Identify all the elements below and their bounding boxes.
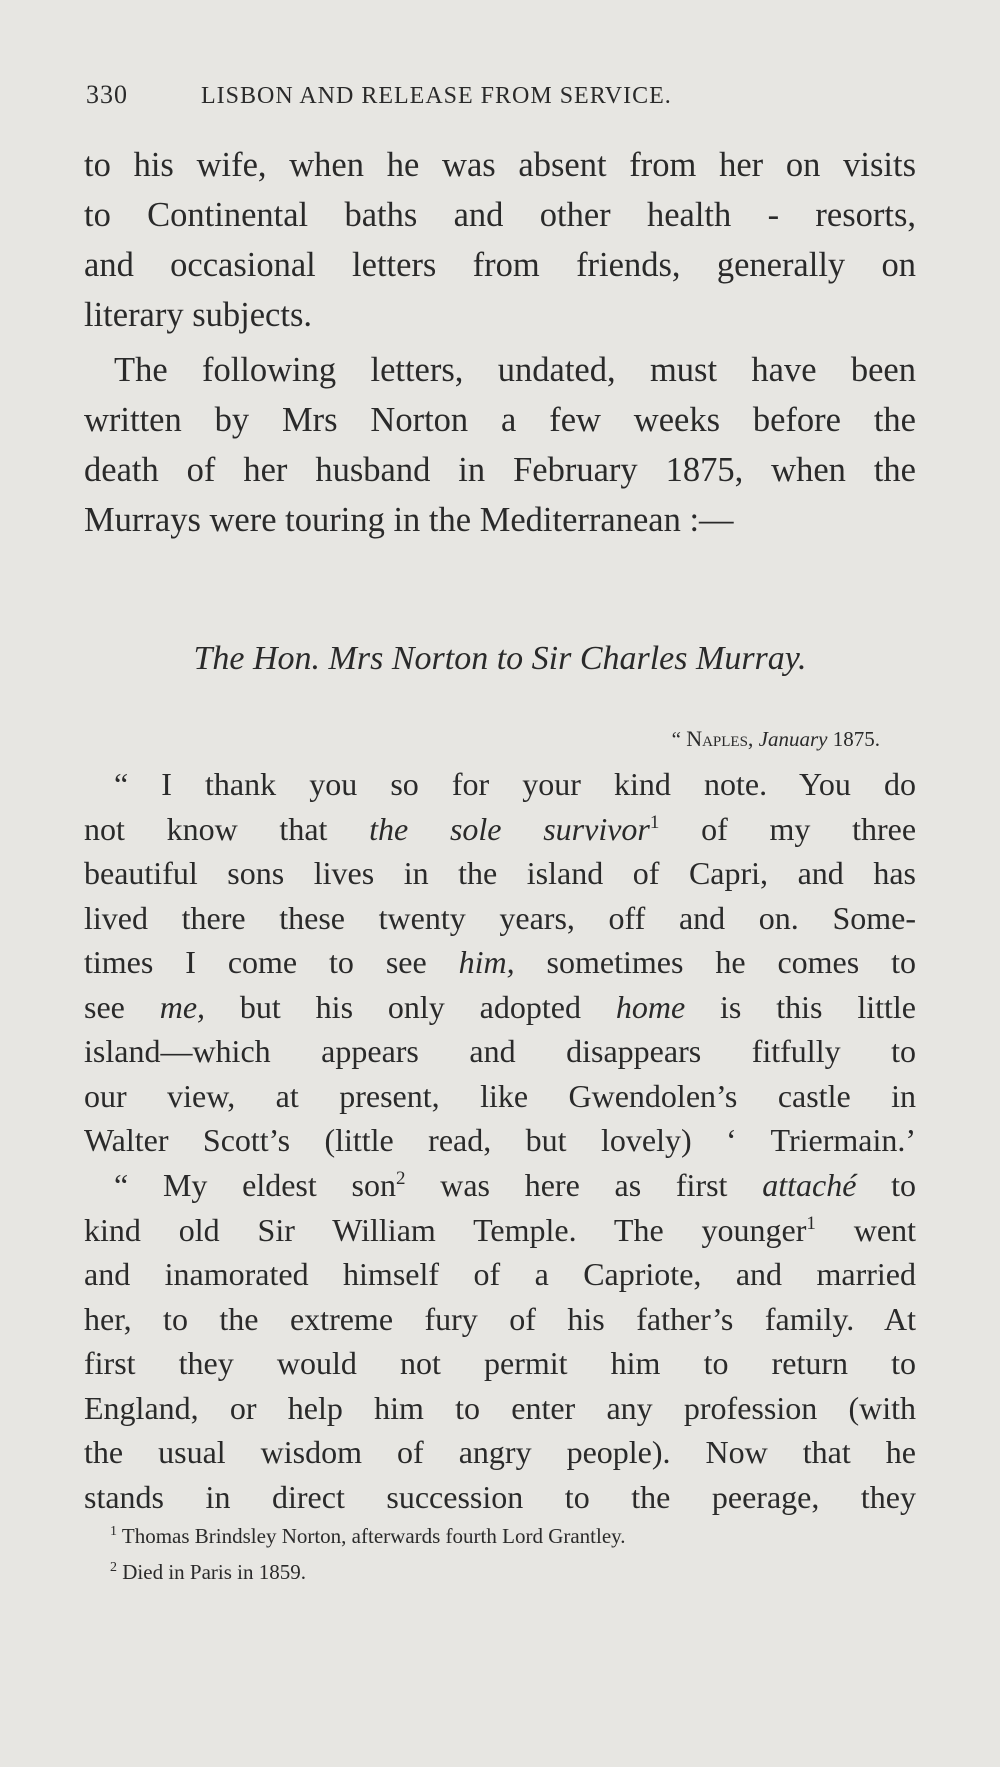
- text-line: our view, at present, like Gwendolen’s castle in: [84, 1077, 916, 1114]
- letter-heading: The Hon. Mrs Norton to Sir Charles Murray.: [193, 640, 807, 677]
- text-line: to his wife, when he was absent from her on visits: [84, 146, 916, 184]
- text-line: Walter Scott’s (little read, but lovely) ‘ Triermain.’: [84, 1122, 916, 1158]
- text-line: England, or help him to enter any profession (with: [84, 1389, 916, 1426]
- running-title: LISBON AND RELEASE FROM SERVICE.: [201, 83, 672, 109]
- footnote: [110, 1554, 890, 1590]
- text-line: The following letters, undated, must have been: [114, 351, 916, 389]
- text-line: not know that the sole survivor$^1$ of my three: [84, 810, 917, 847]
- footnote-ref: 1: [806, 1212, 816, 1234]
- text-line: death of her husband in February 1875, when the: [84, 451, 916, 489]
- text-line: first they would not permit him to return to: [84, 1345, 916, 1381]
- text-line: stands in direct succession to the peerage, they: [84, 1478, 916, 1515]
- letter-paragraph-2: [84, 1163, 916, 1519]
- footnote-ref: 1: [649, 811, 660, 833]
- dateline-quote: “: [671, 727, 681, 751]
- dateline-year: 1875.: [832, 727, 880, 751]
- text-line: literary subjects.: [84, 296, 313, 334]
- footnote: [110, 1518, 890, 1554]
- text-line: beautiful sons lives in the island of Capri, and has: [84, 855, 916, 891]
- text-line: “ My eldest son$^2$ was here as first attaché to: [114, 1167, 917, 1203]
- dateline-month: January: [758, 727, 828, 751]
- footnote-mark: 2: [110, 1560, 117, 1575]
- text-line: written by Mrs Norton a few weeks before the: [84, 401, 916, 439]
- text-line: Murrays were touring in the Mediterranean :—: [84, 501, 734, 539]
- text-line: lived there these twenty years, off and on. Some-: [84, 899, 916, 936]
- text-line: “ I thank you so for your kind note. You do: [114, 766, 916, 802]
- text-line: kind old Sir William Temple. The younger$^1$ went: [84, 1211, 917, 1248]
- text-line: island—which appears and disappears fitfully to: [84, 1033, 916, 1069]
- text-line: times I come to see him, sometimes he comes to: [84, 944, 917, 980]
- footnote-ref: 2: [395, 1168, 406, 1189]
- letter-dateline: [672, 726, 880, 752]
- running-header: [86, 80, 916, 120]
- footnote-text: Thomas Brindsley Norton, afterwards fourth Lord Grantley.: [121, 1524, 626, 1548]
- text-line: her, to the extreme fury of his father’s family. At: [84, 1300, 916, 1337]
- dateline-place: Naples,: [686, 726, 754, 751]
- paragraph-continuation: [84, 140, 916, 340]
- letter-paragraph-1: [84, 762, 916, 1163]
- text-line: the usual wisdom of angry people). Now that he: [84, 1434, 916, 1470]
- footnote-text: Died in Paris in 1859.: [122, 1560, 306, 1584]
- footnotes: [110, 1518, 890, 1590]
- text-line: to Continental baths and other health - resorts,: [84, 196, 916, 234]
- text-line: and inamorated himself of a Capriote, and married: [84, 1256, 916, 1292]
- footnote-mark: 1: [110, 1524, 117, 1539]
- paragraph-intro: [84, 345, 916, 545]
- text-line: and occasional letters from friends, generally on: [84, 246, 916, 284]
- text-line: see me, but his only adopted home is this little: [84, 988, 917, 1025]
- page-number: 330: [86, 80, 128, 109]
